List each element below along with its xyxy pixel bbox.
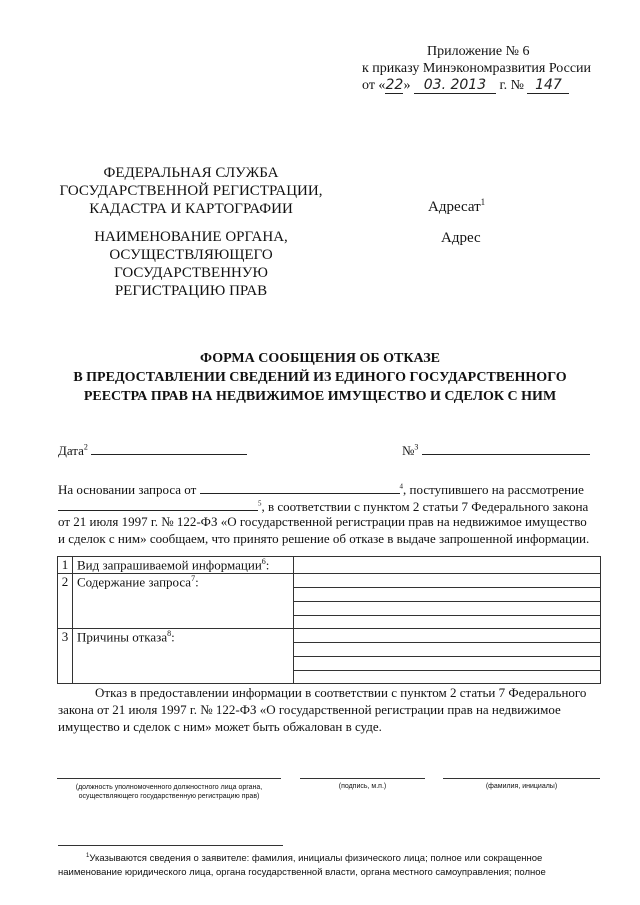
basis-part-3: , в соответствии с пунктом 2 статьи 7 Федерального закона	[261, 499, 589, 514]
form-title-line-1: ФОРМА СООБЩЕНИЯ ОБ ОТКАЗЕ	[200, 351, 440, 366]
handwritten-number: 147	[527, 77, 569, 94]
position-signature-line[interactable]	[57, 778, 281, 779]
basis-sup-5: 5	[258, 499, 262, 508]
footnote-line-1	[86, 853, 542, 864]
organ-line-2: ОСУЩЕСТВЛЯЮЩЕГО	[109, 247, 273, 263]
number-label: №	[402, 443, 415, 458]
footnote-line-2: наименование юридического лица, органа государственной власти, органа местного самоуправления; полное	[58, 867, 546, 878]
table-row	[58, 574, 601, 629]
table-row	[58, 629, 601, 684]
position-caption-line-1: (должность уполномоченного должностного лица органа,	[75, 784, 263, 791]
agency-line-1: ФЕДЕРАЛЬНАЯ СЛУЖБА	[103, 165, 279, 181]
row-label-text: Содержание запроса	[77, 574, 192, 590]
request-date-line[interactable]	[200, 480, 400, 494]
organ-line-3: ГОСУДАРСТВЕННУЮ	[114, 265, 268, 281]
row-number: 3	[58, 629, 73, 684]
row-suffix: :	[171, 629, 175, 645]
row-label	[73, 574, 294, 629]
basis-line-1	[58, 480, 584, 498]
form-title-line-2: В ПРЕДОСТАВЛЕНИИ СВЕДЕНИЙ ИЗ ЕДИНОГО ГОСУДАРСТВЕННОГО	[73, 370, 567, 385]
footnote-sup: 1	[86, 853, 90, 859]
basis-part-2: , поступившего на рассмотрение	[403, 482, 584, 497]
addressee-label	[428, 197, 485, 216]
handwritten-month-year: 03. 2013	[414, 77, 496, 94]
appendix-order-line: к приказу Минэкономразвития России	[362, 61, 592, 76]
basis-sup-4: 4	[399, 482, 404, 491]
request-table	[57, 556, 601, 684]
addressee-text: Адресат	[428, 199, 481, 215]
row-sup: 8	[167, 629, 172, 639]
appendix-date-line	[362, 77, 569, 94]
basis-line-4: и сделок с ним» сообщаем, что принято решение об отказе в выдаче запрошенной информации.	[58, 531, 590, 546]
from-prefix: от «	[362, 78, 386, 93]
row-value-cell[interactable]	[294, 629, 601, 684]
position-caption-line-2: осуществляющего государственную регистрацию прав)	[78, 793, 260, 800]
form-title-line-3: РЕЕСТРА ПРАВ НА НЕДВИЖИМОЕ ИМУЩЕСТВО И СДЕЛОК С НИМ	[83, 389, 557, 404]
date-input-line[interactable]	[91, 441, 247, 455]
date-field[interactable]	[58, 441, 247, 459]
appeal-line-3: имущество и сделок с ним» может быть обжалован в суде.	[58, 719, 382, 734]
received-line[interactable]	[58, 497, 258, 511]
appeal-line-1: Отказ в предоставлении информации в соответствии с пунктом 2 статьи 7 Федерального	[95, 685, 587, 700]
row-value-cell[interactable]	[294, 574, 601, 629]
appendix-title: Приложение № 6	[427, 44, 530, 59]
row-suffix: :	[195, 574, 199, 590]
position-caption	[57, 783, 281, 801]
organ-block	[50, 228, 332, 300]
addressee-sup: 1	[480, 197, 486, 207]
agency-line-3: КАДАСТРА И КАРТОГРАФИИ	[89, 201, 293, 217]
row-sup: 6	[261, 557, 266, 566]
row-label	[73, 557, 294, 574]
quote-close: »	[403, 78, 411, 93]
table-row	[58, 557, 601, 574]
footnote-divider	[58, 845, 283, 846]
row-value-cell[interactable]	[294, 557, 601, 574]
form-title	[20, 349, 620, 406]
name-signature-line[interactable]	[443, 778, 600, 779]
appeal-line-2: закона от 21 июля 1997 г. № 122-ФЗ «О государственной регистрации прав на недвижимое	[58, 702, 561, 717]
number-field[interactable]	[402, 441, 590, 459]
name-caption: (фамилия, инициалы)	[485, 783, 558, 790]
number-input-line[interactable]	[422, 441, 590, 455]
date-sup: 2	[83, 442, 88, 452]
organ-line-4: РЕГИСТРАЦИЮ ПРАВ	[114, 283, 268, 299]
agency-block	[50, 164, 332, 218]
row-sup: 7	[191, 574, 196, 584]
agency-line-2: ГОСУДАРСТВЕННОЙ РЕГИСТРАЦИИ,	[59, 183, 323, 199]
handwritten-day: 22	[385, 77, 404, 93]
basis-part-1: На основании запроса от	[58, 482, 197, 497]
row-label-text: Вид запрашиваемой информации	[77, 557, 262, 573]
row-number: 2	[58, 574, 73, 629]
sign-signature-line[interactable]	[300, 778, 425, 779]
address-label: Адрес	[441, 230, 481, 246]
year-suffix: г. №	[499, 78, 524, 93]
date-label: Дата	[58, 443, 84, 458]
basis-line-2	[58, 497, 588, 515]
footnote-text-1: Указываются сведения о заявителе: фамилия, инициалы физического лица; полное или сокращенное	[89, 853, 543, 865]
row-label-text: Причины отказа	[77, 629, 168, 645]
row-label	[73, 629, 294, 684]
sign-caption: (подпись, м.п.)	[338, 783, 387, 790]
organ-line-1: НАИМЕНОВАНИЕ ОРГАНА,	[94, 229, 288, 245]
row-suffix: :	[265, 557, 270, 573]
row-number: 1	[58, 557, 73, 574]
basis-line-3: от 21 июля 1997 г. № 122-ФЗ «О государственной регистрации прав на недвижимое имущество	[58, 514, 587, 529]
number-sup: 3	[414, 442, 419, 452]
